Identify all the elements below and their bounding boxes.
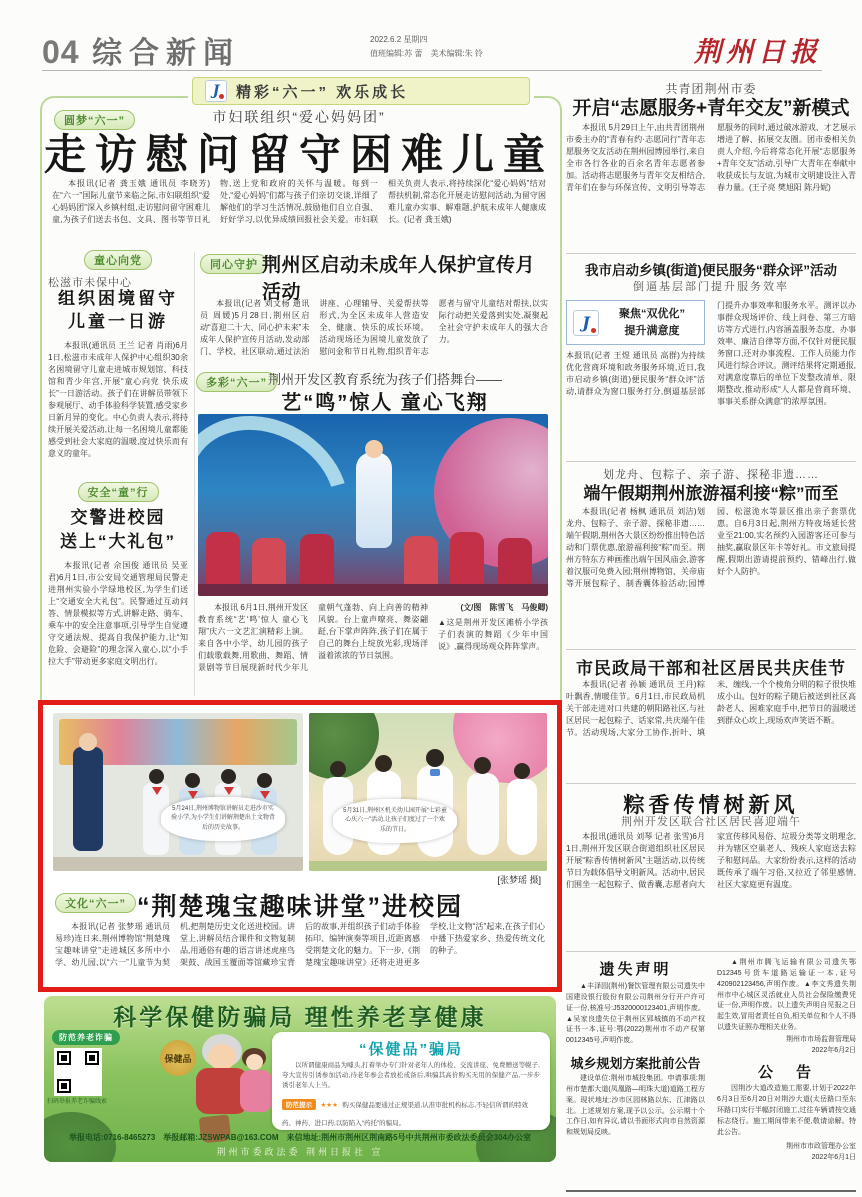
ad-sponsor-line: 荆州市委政法委 荆州日报社 宣 bbox=[216, 1147, 384, 1157]
tag-yuanmeng-61: 圆梦“六一” bbox=[54, 110, 135, 130]
child-head bbox=[514, 763, 530, 779]
r4-headline: 市民政局干部和社区居民共庆佳节 bbox=[576, 659, 846, 678]
blue-bow bbox=[430, 769, 440, 776]
article-divider bbox=[566, 649, 856, 650]
r2-body: 本报讯(记者 王煜 通讯员 高群)为持续优化营商环境和政务服务环境,近日,我市启动乡镇(街道)便民服务“群众评”活动,请群众为窗口服务打分,倒逼基层部门提升办事效率和服务水平。测评以办事群众现场评价、线上问卷、第三方暗访等方式进行,内容涵盖服务态度、办事效率、廉洁自律等方面,不仅针对便民服务窗口,还对办事流程、工作人员能力作风进行综合评议。测评结果将定期通报,对满意度靠后的单位下发整改清单、限期整改,推动形成“人人都是营商环境、事事关系群众满意”的浓厚氛围。 bbox=[566, 301, 856, 406]
grass-strip bbox=[309, 861, 547, 871]
plan-notice-title: 城乡规划方案批前公告 bbox=[570, 1056, 701, 1072]
kindergarten-photo bbox=[309, 713, 547, 871]
highlighted-article bbox=[38, 700, 562, 992]
tag-anquan-tong-xing: 安全“童”行 bbox=[78, 482, 159, 502]
r3-body: 本报讯(记者 杨枫 通讯员 刘洁)划龙舟、包粽子、亲子游、探秘非遗……端午假期,荆州各大景区纷纷推出特色活动和门票优惠,旅游福利接“粽”而至。荆州方特东方神画推出端午国风庙会,游客着汉服可免费入园;荆州博物馆、关帝庙等开展包粽子、制香囊体验活动;园博园、松滋洈水等景区推出亲子套票优惠。自6月3日起,荆州方特夜场延长营业至21:00,实名预约入园游客还可参与抽奖,赢取景区年卡等好礼。市文旅局提醒,假期出游请提前预约、错峰出行,做好个人防护。 bbox=[566, 507, 856, 588]
page-number: 04 bbox=[42, 34, 80, 70]
header-rule bbox=[42, 70, 822, 71]
helper-face bbox=[246, 1054, 263, 1070]
r3-kicker: 划龙舟、包粽子、亲子游、探秘非遗…… bbox=[603, 469, 819, 481]
ad-qr-pill: 防范养老诈骗 bbox=[52, 1030, 120, 1045]
scam-info-box bbox=[272, 1032, 550, 1130]
student-head bbox=[185, 773, 200, 788]
health-product-badge: 保健品 bbox=[160, 1040, 196, 1076]
r1-body: 本报讯 5月29日上午,由共青团荆州市委主办的“青春有约·志愿同行”青年志愿服务交友活动在荆州园博园举行,来自全市各行各业的百余名青年志愿者参加。活动将志愿服务与青年交友相结合,青年们在参与环保宣传、文明引导等志愿服务的同时,通过破冰游戏、才艺展示增进了解、拓展交友圈。团市委相关负责人介绍,今后将常态化开展“志愿服务+青年交友”活动,引导广大青年在奉献中收获成长与友谊,为城市文明建设注入青春力量。(王子亮 樊旭阳 陈丹妮) bbox=[566, 123, 856, 192]
shuangyouhua-line2: 提升满意度 bbox=[624, 324, 680, 337]
tag-tongxin-dang-wrap bbox=[48, 250, 188, 270]
r2-subhead: 倒逼基层部门提升服务效率 bbox=[633, 281, 789, 293]
mid-d-headline: 艺“鸣”惊人 童心飞翔 bbox=[281, 392, 489, 414]
banner-label: 精彩“六一” 欢乐成长 bbox=[236, 83, 409, 101]
jingzhou-logo-icon: J bbox=[205, 80, 227, 102]
children-day-banner bbox=[192, 77, 530, 105]
section-title: 综合新闻 bbox=[92, 37, 241, 70]
photo-credit: [张梦瑶 摄] bbox=[497, 875, 541, 885]
page-header bbox=[42, 28, 822, 70]
mid-d-note: ▲这是荆州开发区滩桥小学孩子们表演的舞蹈《少年中国说》,赢得现场观众阵阵掌声。 bbox=[438, 618, 548, 651]
elderly-cartoon bbox=[196, 1034, 276, 1144]
tip-stars: ★★★ bbox=[320, 1102, 338, 1110]
plan-notice-body: 建设单位:荆州市城投集团。申请事项:荆州市楚都大道(凤凰路—明珠大道)道路工程方案。现状地址:沙市区园林路以东、江津路以北。上述规划方案,现予以公示。公示期十个工作日,如有异议,请以书面形式向市自然资源和规划局反映。 bbox=[566, 1075, 705, 1137]
lead-dancer bbox=[356, 452, 392, 548]
notices-left-column bbox=[566, 958, 705, 1139]
museum-lecture-photo bbox=[53, 713, 303, 871]
performer bbox=[450, 532, 484, 592]
left-a-body: 本报讯(通讯员 王兰 记者 肖雨)6月1日,松滋市未成年人保护中心组织30余名困境留守儿童走进城市规划馆、科技馆和青少年宫,开展“童心向党 快乐成长”一日游活动。孩子们在讲解员带领下参观展厅、动手体验科学装置,感受家乡日新月异的变化。中心负责人表示,将持续开展关爱活动,让每一名困境儿童都能感受到社会大家庭的温暖,度过快乐而有意义的童年。 bbox=[48, 341, 188, 458]
lead-headline: 走访慰问留守困难儿童 bbox=[43, 131, 554, 178]
left-a-headline-1: 组织困境留守 bbox=[58, 289, 178, 308]
public-notice-title: 公 告 bbox=[757, 1065, 815, 1082]
r5-subhead: 荆州开发区联合社区居民喜迎端午 bbox=[621, 816, 801, 828]
mid-d-body-text: 本报讯 6月1日,荆州开发区教育系统“艺‘鸣’惊人 童心飞翔”庆六一文艺汇演精彩上演。来自各中小学、幼儿园的孩子们载歌载舞,用歌曲、舞蹈、情景剧等节目展现新时代少年儿童朝气蓬勃、向上向善的精神风貌。台上童声嘹亮、舞姿翩跹,台下掌声阵阵,孩子们在属于自己的舞台上绽放光彩,现场洋溢着浓浓的节日氛围。 bbox=[198, 603, 428, 672]
tip-label: 防范提示 bbox=[282, 1099, 316, 1110]
tip-text: 购买保健品要通过正规渠道,认准审批机构标志,不轻信所谓的特效药、神药、进口药,以防陷入“药托”的骗局。 bbox=[282, 1102, 529, 1128]
lost-statement-date: 2022年6月2日 bbox=[811, 1047, 856, 1055]
child-figure bbox=[507, 779, 537, 855]
mid-d-body bbox=[198, 602, 548, 696]
stage-performance-photo bbox=[198, 414, 548, 596]
stage-floor bbox=[198, 584, 548, 596]
article-divider bbox=[566, 253, 856, 254]
r3-headline: 端午假期荆州旅游福利接“粽”而至 bbox=[583, 484, 839, 503]
scam-box-title: “保健品”骗局 bbox=[358, 1041, 463, 1058]
article-divider bbox=[566, 951, 856, 952]
public-notice-body: 因荆沙大道改造施工需要,计划于2022年6月3日至6月20日对荆沙大道(太岳路口至东环路口)实行半幅封闭施工,过往车辆请按交通标志绕行。施工期间带来不便,敬请谅解。特此公告。 bbox=[717, 1085, 856, 1136]
jingzhou-logo-icon: J bbox=[573, 310, 599, 336]
left-b-headline-1: 交警进校园 bbox=[70, 508, 166, 527]
bottom-rule bbox=[566, 1190, 856, 1192]
r2-headline: 我市启动乡镇(街道)便民服务“群众评”活动 bbox=[585, 263, 837, 278]
lead-dancer-head bbox=[365, 440, 383, 458]
shuangyouhua-box bbox=[566, 300, 705, 345]
left-a-headline bbox=[48, 288, 188, 334]
docent-head bbox=[79, 733, 97, 751]
tip-row bbox=[282, 1094, 540, 1130]
mid-c-body: 本报讯(记者 刘文杨 通讯员 周媛)5月28日,荆州区启动“喜迎二十大、同心护未来”未成年人保护宣传月活动,发动部门、学校、社区联动,通过法治讲座、心理辅导、关爱帮扶等形式,为全区未成年人营造安全、健康、快乐的成长环境。活动现场还为困境儿童发放了慰问金和节日礼物,组织青年志愿者与留守儿童结对帮扶,以实际行动把关爱落到实处,凝聚起全社会守护未成年人的强大合力。 bbox=[200, 299, 548, 356]
scam-box-text: 以所谓健康商品为噱头,打着举办专门针对老年人的体检、交流讲座、免费赠送等幌子,夸大宣传引诱参加活动,待老年参会者放松戒备后,哄骗其高价购买无用的保健产品,一步步诱引老年人上当。 bbox=[282, 1062, 540, 1090]
qr-corner bbox=[57, 1079, 71, 1093]
tag-wenhua-61: 文化“六一” bbox=[55, 893, 136, 913]
red-body: 本报讯(记者 张梦瑶 通讯员 易珍)连日来,荆州博物馆“荆楚瑰宝趣味讲堂”走进城区多所中小学、幼儿园,以“六一”儿童节为契机,把荆楚历史文化送进校园。讲堂上,讲解员结合课件和文物复制品,用通俗有趣的语言讲述虎座鸟架鼓、战国玉覆面等馆藏珍宝背后的故事,并组织孩子们动手体验拓印、编钟演奏等项目,近距离感受荆楚文化的魅力。下一步,《荆楚瑰宝趣味讲堂》还将走进更多学校,让文物“活”起来,在孩子们心中播下热爱家乡、热爱传统文化的种子。 bbox=[55, 922, 545, 967]
mid-c-headline: 荆州区启动未成年人保护宣传月活动 bbox=[262, 255, 536, 303]
left-b-body: 本报讯(记者 佘国俊 通讯员 吴亚君)6月1日,市公安局交通管理局民警走进荆州实验小学绿地校区,为学生们送上“交通安全大礼包”。民警通过互动问答、情景模拟等方式,讲解走路、骑车、乘车中的安全注意事项,引导学生自觉遵守交通法规、提高自我保护能力,让“知危险、会避险”的理念深入童心,以“小手拉大手”带动更多家庭文明出行。 bbox=[48, 561, 188, 666]
lost-statement-signature: 荆州市市场监督管理局 bbox=[786, 1035, 856, 1043]
mid-d-credit: (文/图 陈雪飞 马俊卿) bbox=[460, 603, 548, 612]
museum-floor bbox=[53, 857, 303, 871]
notices-right-column bbox=[717, 958, 856, 1163]
shuangyouhua-text bbox=[606, 306, 698, 339]
r4-body: 本报讯(记者 孙颖 通讯员 王丹)粽叶飘香,情暖佳节。6月1日,市民政局机关干部走进对口共建的朝阳路社区,与社区居民一起包粽子、话家常,共庆端午佳节。活动现场,大家分工协作,折叶、填米、缠线,一个个棱角分明的粽子很快堆成小山。包好的粽子随后被送到社区高龄老人、困难家庭手中,把节日的温暖送到群众心坎上,现场欢声笑语不断。 bbox=[566, 680, 856, 737]
red-headline: “荆楚瑰宝趣味讲堂”进校园 bbox=[136, 893, 463, 921]
helper-body bbox=[240, 1070, 272, 1112]
qr-caption: 扫码举报养老诈骗线索 bbox=[46, 1099, 107, 1105]
lead-body: 本报讯(记者 龚玉娥 通讯员 李晓芳)在“六一”国际儿童节来临之际,市妇联组织“爱心妈妈团”深入乡镇村组,走访慰问留守困难儿童,为孩子们送去书包、文具、图书等节日礼物,送上党和政府的关怀与温暖。每到一处,“爱心妈妈”们都与孩子们亲切交谈,详细了解他们的学习生活情况,鼓励他们自立自强、好好学习,以优异成绩回报社会关爱。市妇联相关负责人表示,将持续深化“爱心妈妈”结对帮扶机制,常态化开展走访慰问活动,为留守困难儿童办实事、解难题,护航未成年人健康成长。(记者 龚玉娥) bbox=[52, 179, 546, 224]
r5-body: 本报讯(通讯员 刘琴 记者 张雪)6月1日,荆州开发区联合街道组织社区居民开展“粽香传情树新风”主题活动,以传统节日为载体倡导文明新风。活动中,居民们围坐一起包粽子、做香囊,志愿者向大家宣传移风易俗、垃圾分类等文明理念,并为辖区空巢老人、残疾人家庭送去粽子和慰问品。大家纷纷表示,这样的活动既传承了端午习俗,又拉近了邻里感情,社区大家庭更有温度。 bbox=[566, 832, 856, 889]
left-b-headline bbox=[48, 506, 188, 554]
lead-kicker: 市妇联组织“爱心妈妈团” bbox=[212, 109, 386, 125]
performer bbox=[206, 532, 240, 590]
qr-corner bbox=[57, 1051, 71, 1065]
child-head bbox=[426, 749, 444, 767]
pink-umbrella bbox=[453, 713, 547, 783]
r1-kicker: 共青团荆州市委 bbox=[665, 82, 757, 96]
article-divider bbox=[566, 461, 856, 462]
left-a-headline-2: 儿童一日游 bbox=[68, 311, 168, 331]
r1-headline: 开启“志愿服务+青年交友”新模式 bbox=[572, 98, 850, 119]
r5-headline: 粽香传情树新风 bbox=[623, 794, 799, 817]
child-figure bbox=[467, 773, 499, 855]
student-head bbox=[257, 773, 272, 788]
qr-code bbox=[54, 1048, 102, 1096]
tag-anquan-wrap bbox=[48, 482, 188, 502]
anti-fraud-ad bbox=[44, 996, 556, 1162]
student-head bbox=[149, 769, 164, 784]
article-divider bbox=[566, 783, 856, 784]
tag-tongxin-shouhu: 同心守护 bbox=[200, 254, 268, 274]
child-head bbox=[330, 761, 346, 777]
photo-caption-1: 5月24日,荆州博物馆讲解员走进沙市实验小学,为小学生们讲解荆楚出土文物背后的历史故事。 bbox=[161, 797, 285, 841]
r2-body-area bbox=[566, 300, 856, 456]
left-a-kicker: 松滋市未保中心 bbox=[48, 277, 132, 289]
ad-title: 科学保健防骗局 理性养老享健康 bbox=[113, 1004, 487, 1030]
header-meta bbox=[370, 33, 590, 60]
left-b-headline-2: 送上“大礼包” bbox=[60, 531, 176, 551]
lost-statement-body: ▲丰泽园(荆州)餐饮管理有限公司遗失中国建设银行股份有限公司荆州分行开户许可证一份,核准号:J5320000123401,声明作废。▲吴家良遗失位于荆州区郢城镇的不动产权证书一本,证号:鄂(2022)荆州市不动产权第0012345号,声明作废。 bbox=[566, 983, 705, 1045]
masthead-logo: 荆州日报 bbox=[694, 37, 822, 68]
lost-statement-body-2: ▲荆州市腾飞运输有限公司遗失鄂D12345号货车道路运输证一本,证号420902123456,声明作废。▲李文秀遗失荆州市中心城区灵活就业人员社会保险缴费凭证一份,声明作废。以上遗失声明自见报之日起生效,冒用者责任自负,相关单位和个人不得以遗失证照办理相关业务。 bbox=[717, 959, 856, 1032]
date-line: 2022.6.2 星期四 bbox=[370, 35, 428, 44]
public-notice-signature: 荆州市市政管理办公室 bbox=[786, 1142, 856, 1150]
child-head bbox=[474, 757, 491, 774]
shuangyouhua-line1: 聚焦“双优化” bbox=[619, 308, 685, 320]
granny-face bbox=[208, 1044, 236, 1070]
docent-figure bbox=[73, 747, 103, 851]
tag-tongxin-dang: 童心向党 bbox=[84, 250, 152, 270]
tag-duocai-61: 多彩“六一” bbox=[196, 372, 277, 392]
child-head bbox=[375, 755, 392, 772]
mid-d-kicker: 荆州开发区教育系统为孩子们搭舞台—— bbox=[267, 372, 502, 387]
editors-line: 值班编辑:苏 蕾 美术编辑:朱 铃 bbox=[370, 48, 483, 58]
student-head bbox=[221, 769, 236, 784]
public-notice-date: 2022年6月1日 bbox=[811, 1153, 856, 1161]
ad-contact-line: 举报电话:0716-8465273 举报邮箱:JZSWPAB@163.COM 来信地址:荆州市荆州区荆南路5号中共荆州市委政法委员会304办公室 bbox=[69, 1133, 531, 1142]
column-divider bbox=[194, 252, 195, 696]
lost-statement-title: 遗失声明 bbox=[599, 962, 672, 978]
photo-caption-2: 5月31日,荆州区机关幼儿园开展“七彩童心庆六一”活动,让孩子们度过了一个欢乐的节日。 bbox=[333, 799, 457, 843]
qr-corner bbox=[85, 1051, 99, 1065]
